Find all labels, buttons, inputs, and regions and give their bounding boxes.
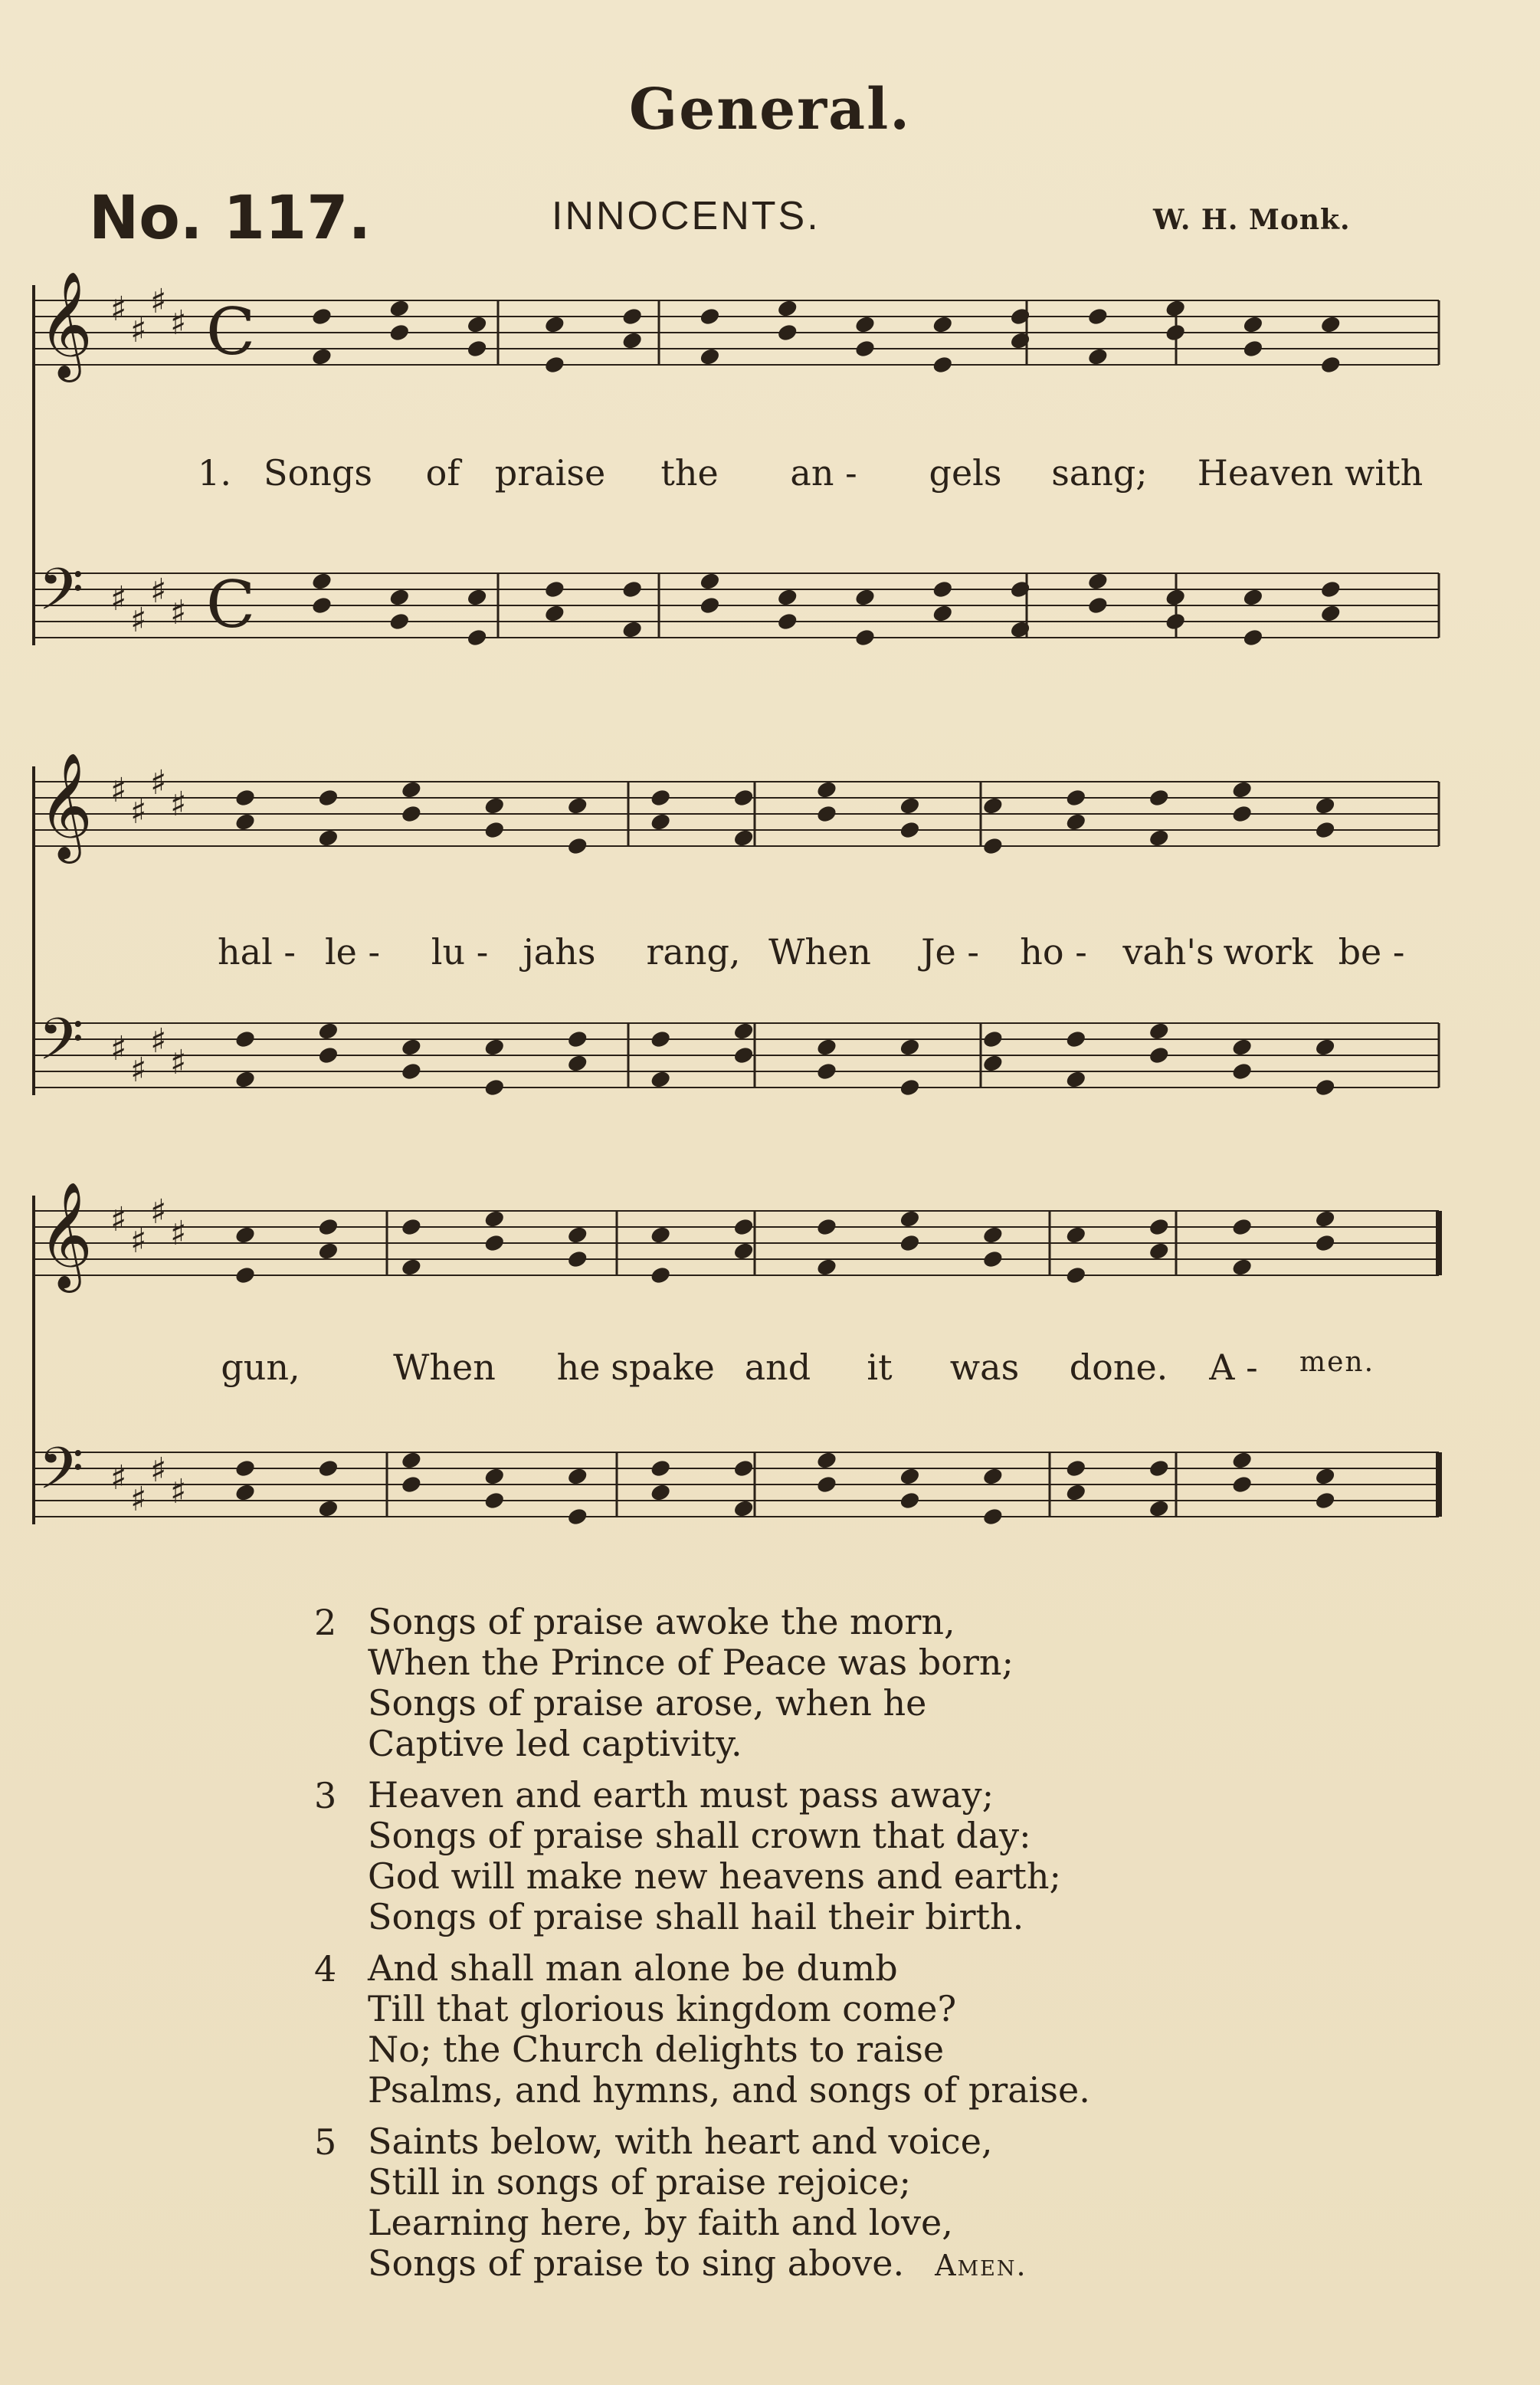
note-head — [566, 1029, 588, 1049]
bass-clef-icon: 𝄢 — [38, 556, 84, 638]
lyric-syllable: jahs — [523, 931, 596, 973]
note-head — [1319, 355, 1342, 375]
note-head — [621, 307, 643, 326]
note-head — [317, 1458, 339, 1478]
note-head — [1148, 828, 1170, 848]
note-head — [234, 812, 256, 832]
note-head — [732, 1217, 755, 1237]
note-head — [400, 779, 422, 799]
note-head — [621, 619, 643, 639]
note-head — [310, 571, 333, 591]
lyric-syllable: 1. — [198, 452, 231, 494]
lyric-syllable: gun, — [221, 1347, 300, 1388]
note-head — [234, 1482, 256, 1502]
note-head — [1086, 571, 1109, 591]
note-head — [1314, 1466, 1336, 1486]
note-head — [310, 346, 333, 366]
note-head — [981, 1466, 1004, 1486]
note-head — [1314, 796, 1336, 815]
hymn-number: No. 117. — [89, 184, 372, 253]
sharp-icon: ♯ — [150, 1192, 167, 1232]
note-head — [699, 595, 721, 615]
note-head — [566, 836, 588, 856]
note-head — [649, 1458, 671, 1478]
note-head — [621, 579, 643, 599]
note-head — [1319, 579, 1342, 599]
verse-5 — [314, 2121, 1234, 2286]
note-head — [1319, 314, 1342, 334]
note-head — [1086, 307, 1109, 326]
note-head — [649, 812, 671, 832]
note-head — [981, 1249, 1004, 1269]
note-head — [1065, 1458, 1087, 1478]
verse-line: Psalms, and hymns, and songs of praise. — [368, 2069, 1090, 2111]
note-head — [1230, 1257, 1253, 1277]
note-head — [1242, 339, 1264, 359]
note-head — [1230, 1061, 1253, 1081]
note-head — [776, 587, 798, 607]
note-head — [388, 323, 411, 343]
note-head — [388, 298, 411, 318]
note-head — [932, 314, 954, 334]
note-head — [400, 1475, 422, 1494]
sharp-icon: ♯ — [150, 572, 167, 611]
note-head — [317, 1498, 339, 1518]
sharp-icon: ♯ — [110, 1029, 127, 1068]
note-head — [317, 1217, 339, 1237]
sharp-icon: ♯ — [170, 785, 187, 824]
lyric-syllable: Je - — [921, 931, 979, 973]
note-head — [543, 355, 565, 375]
note-head — [400, 1061, 422, 1081]
note-head — [483, 1037, 506, 1057]
note-head — [234, 1029, 256, 1049]
section-title: General. — [629, 77, 911, 143]
note-head — [981, 1029, 1004, 1049]
sharp-icon: ♯ — [110, 1200, 127, 1239]
amen-mark: Amen. — [935, 2249, 1027, 2282]
lyric-syllable: the — [660, 452, 719, 494]
note-head — [310, 595, 333, 615]
note-head — [1164, 612, 1186, 632]
verse-line: Saints below, with heart and voice, — [368, 2121, 993, 2162]
lyric-syllable: When — [768, 931, 871, 973]
verse-line-text: Songs of praise to sing above. — [368, 2242, 905, 2284]
note-head — [732, 1498, 755, 1518]
note-head — [543, 603, 565, 623]
composer-name: W. H. Monk. — [1153, 204, 1351, 236]
note-head — [732, 788, 755, 808]
note-head — [649, 1029, 671, 1049]
note-head — [483, 1209, 506, 1229]
note-head — [1242, 314, 1264, 334]
verse-number: 5 — [314, 2121, 337, 2163]
note-head — [317, 828, 339, 848]
lyric-syllable: lu - — [431, 931, 489, 973]
sharp-icon: ♯ — [150, 763, 167, 802]
note-head — [317, 788, 339, 808]
bass-clef-icon: 𝄢 — [38, 1006, 84, 1088]
note-head — [466, 314, 488, 334]
note-head — [1086, 595, 1109, 615]
note-head — [466, 587, 488, 607]
note-head — [483, 1233, 506, 1253]
verse-line: When the Prince of Peace was born; — [368, 1642, 1014, 1683]
lyric-syllable: rang, — [646, 931, 741, 973]
note-head — [1242, 628, 1264, 648]
note-head — [815, 1037, 837, 1057]
note-head — [1065, 812, 1087, 832]
note-head — [543, 579, 565, 599]
note-head — [1065, 1029, 1087, 1049]
common-time-icon: C — [206, 567, 256, 642]
note-head — [1314, 1491, 1336, 1511]
sharp-icon: ♯ — [170, 593, 187, 632]
note-head — [400, 1217, 422, 1237]
note-head — [1319, 603, 1342, 623]
verse-number: 3 — [314, 1775, 337, 1816]
note-head — [234, 1225, 256, 1245]
note-head — [388, 612, 411, 632]
sharp-icon: ♯ — [170, 1043, 187, 1082]
verse-line: No; the Church delights to raise — [368, 2029, 945, 2070]
verse-line: Songs of praise arose, when he — [368, 1682, 927, 1724]
note-head — [1065, 788, 1087, 808]
lyric-syllable: of — [425, 452, 460, 494]
lyric-syllable: was — [949, 1347, 1020, 1388]
note-head — [899, 1491, 921, 1511]
lyric-syllable: hal - — [218, 931, 296, 973]
note-head — [483, 820, 506, 840]
note-head — [400, 804, 422, 824]
note-head — [815, 1257, 837, 1277]
verse-number: 4 — [314, 1948, 337, 1990]
note-head — [1230, 1037, 1253, 1057]
note-head — [1148, 1217, 1170, 1237]
note-head — [981, 1053, 1004, 1073]
verse-2 — [314, 1602, 1234, 1764]
sharp-icon: ♯ — [130, 1480, 147, 1519]
note-head — [899, 1466, 921, 1486]
lyric-line-2 — [0, 931, 1540, 977]
lyric-syllable: gels — [929, 452, 1002, 494]
note-head — [1065, 1069, 1087, 1089]
note-head — [1230, 1475, 1253, 1494]
sharp-icon: ♯ — [110, 1458, 127, 1498]
verse-line: Songs of praise awoke the morn, — [368, 1601, 955, 1642]
note-head — [815, 1217, 837, 1237]
note-head — [388, 587, 411, 607]
note-head — [400, 1037, 422, 1057]
note-head — [732, 1021, 755, 1041]
note-head — [899, 820, 921, 840]
note-head — [1148, 1498, 1170, 1518]
note-head — [1230, 1217, 1253, 1237]
note-head — [483, 1466, 506, 1486]
note-head — [649, 1069, 671, 1089]
verse-line — [368, 2243, 1234, 2286]
note-head — [815, 1475, 837, 1494]
note-head — [981, 1507, 1004, 1527]
verse-line: God will make new heavens and earth; — [368, 1855, 1061, 1897]
note-head — [854, 587, 876, 607]
note-head — [932, 579, 954, 599]
note-head — [1148, 1458, 1170, 1478]
note-head — [566, 1249, 588, 1269]
note-head — [1314, 1233, 1336, 1253]
lyric-syllable: be - — [1338, 931, 1405, 973]
note-head — [899, 1078, 921, 1097]
note-head — [732, 1241, 755, 1261]
note-head — [566, 796, 588, 815]
lyric-syllable: and — [744, 1347, 811, 1388]
sharp-icon: ♯ — [130, 311, 147, 350]
note-head — [543, 314, 565, 334]
note-head — [776, 298, 798, 318]
sharp-icon: ♯ — [110, 771, 127, 810]
note-head — [483, 796, 506, 815]
sharp-icon: ♯ — [130, 792, 147, 832]
note-head — [317, 1241, 339, 1261]
note-head — [1086, 346, 1109, 366]
note-head — [776, 612, 798, 632]
note-head — [732, 828, 755, 848]
lyric-syllable: le - — [324, 931, 381, 973]
lyric-syllable: men. — [1299, 1347, 1375, 1378]
note-head — [400, 1450, 422, 1470]
note-head — [732, 1045, 755, 1065]
note-head — [1009, 579, 1031, 599]
lyric-syllable: work — [1223, 931, 1313, 973]
note-head — [1065, 1482, 1087, 1502]
lyric-syllable: he — [556, 1347, 601, 1388]
note-head — [815, 1450, 837, 1470]
note-head — [317, 1021, 339, 1041]
note-head — [899, 1209, 921, 1229]
note-head — [1314, 1078, 1336, 1097]
note-head — [1242, 587, 1264, 607]
verse-line: Songs of praise shall crown that day: — [368, 1815, 1031, 1856]
note-head — [621, 330, 643, 350]
note-head — [932, 355, 954, 375]
note-head — [1009, 330, 1031, 350]
verse-line: Songs of praise shall hail their birth. — [368, 1896, 1024, 1937]
verse-line: Heaven and earth must pass away; — [368, 1774, 994, 1816]
note-head — [483, 1078, 506, 1097]
sharp-icon: ♯ — [150, 1022, 167, 1061]
note-head — [1148, 1241, 1170, 1261]
verse-line: Till that glorious kingdom come? — [368, 1988, 957, 2029]
note-head — [815, 1061, 837, 1081]
note-head — [1065, 1265, 1087, 1285]
note-head — [815, 804, 837, 824]
verse-number: 2 — [314, 1602, 337, 1643]
tune-name: INNOCENTS. — [552, 194, 821, 238]
note-head — [1164, 298, 1186, 318]
sharp-icon: ♯ — [130, 1051, 147, 1090]
sharp-icon: ♯ — [170, 1472, 187, 1511]
note-head — [1009, 619, 1031, 639]
note-head — [317, 1045, 339, 1065]
sharp-icon: ♯ — [170, 303, 187, 343]
note-head — [1230, 1450, 1253, 1470]
sharp-icon: ♯ — [130, 601, 147, 640]
note-head — [1065, 1225, 1087, 1245]
lyric-syllable: Songs — [264, 452, 372, 494]
note-head — [699, 571, 721, 591]
note-head — [899, 1037, 921, 1057]
note-head — [732, 1458, 755, 1478]
lyric-syllable: spake — [611, 1347, 715, 1388]
lyric-syllable: sang; — [1051, 452, 1148, 494]
note-head — [466, 628, 488, 648]
note-head — [981, 836, 1004, 856]
treble-clef-icon: 𝄞 — [38, 753, 93, 859]
note-head — [1009, 307, 1031, 326]
note-head — [1314, 1209, 1336, 1229]
lyric-syllable: ho - — [1020, 931, 1087, 973]
treble-clef-icon: 𝄞 — [38, 1182, 93, 1288]
sharp-icon: ♯ — [110, 579, 127, 618]
note-head — [1230, 804, 1253, 824]
note-head — [815, 779, 837, 799]
note-head — [1314, 1037, 1336, 1057]
note-head — [699, 346, 721, 366]
note-head — [1230, 779, 1253, 799]
note-head — [649, 788, 671, 808]
note-head — [310, 307, 333, 326]
note-head — [649, 1265, 671, 1285]
note-head — [649, 1482, 671, 1502]
note-head — [483, 1491, 506, 1511]
note-head — [566, 1507, 588, 1527]
note-head — [854, 314, 876, 334]
lyric-syllable: When — [393, 1347, 496, 1388]
note-head — [1148, 1021, 1170, 1041]
verse-line: And shall man alone be dumb — [368, 1947, 898, 1989]
lyric-syllable: it — [867, 1347, 893, 1388]
note-head — [1164, 587, 1186, 607]
lyric-syllable: vah's — [1122, 931, 1214, 973]
note-head — [1314, 820, 1336, 840]
note-head — [854, 339, 876, 359]
lyric-syllable: done. — [1069, 1347, 1168, 1388]
note-head — [566, 1225, 588, 1245]
lyric-syllable: A - — [1209, 1347, 1258, 1388]
verse-list — [314, 1602, 1234, 2297]
lyric-syllable: praise — [494, 452, 606, 494]
note-head — [649, 1225, 671, 1245]
sharp-icon: ♯ — [130, 1222, 147, 1261]
verse-4 — [314, 1948, 1234, 2111]
note-head — [234, 1458, 256, 1478]
note-head — [1148, 788, 1170, 808]
common-time-icon: C — [206, 294, 256, 369]
sharp-icon: ♯ — [150, 282, 167, 321]
note-head — [466, 339, 488, 359]
note-head — [899, 1233, 921, 1253]
note-head — [566, 1053, 588, 1073]
lyric-syllable: Heaven with — [1197, 452, 1424, 494]
note-head — [234, 788, 256, 808]
note-head — [234, 1265, 256, 1285]
note-head — [899, 796, 921, 815]
note-head — [854, 628, 876, 648]
note-head — [776, 323, 798, 343]
lyric-line-1 — [0, 452, 1540, 498]
sharp-icon: ♯ — [150, 1451, 167, 1490]
note-head — [981, 796, 1004, 815]
lyric-syllable: an - — [790, 452, 857, 494]
note-head — [1164, 323, 1186, 343]
note-head — [400, 1257, 422, 1277]
sharp-icon: ♯ — [170, 1214, 187, 1253]
note-head — [566, 1466, 588, 1486]
verse-line: Captive led captivity. — [368, 1723, 742, 1764]
verse-line: Learning here, by faith and love, — [368, 2202, 953, 2243]
note-head — [699, 307, 721, 326]
bass-clef-icon: 𝄢 — [38, 1435, 84, 1517]
verse-line: Still in songs of praise rejoice; — [368, 2161, 912, 2203]
sharp-icon: ♯ — [110, 290, 127, 329]
lyric-line-3 — [0, 1347, 1540, 1393]
note-head — [1148, 1045, 1170, 1065]
treble-clef-icon: 𝄞 — [38, 271, 93, 378]
verse-3 — [314, 1775, 1234, 1937]
note-head — [234, 1069, 256, 1089]
note-head — [981, 1225, 1004, 1245]
note-head — [932, 603, 954, 623]
